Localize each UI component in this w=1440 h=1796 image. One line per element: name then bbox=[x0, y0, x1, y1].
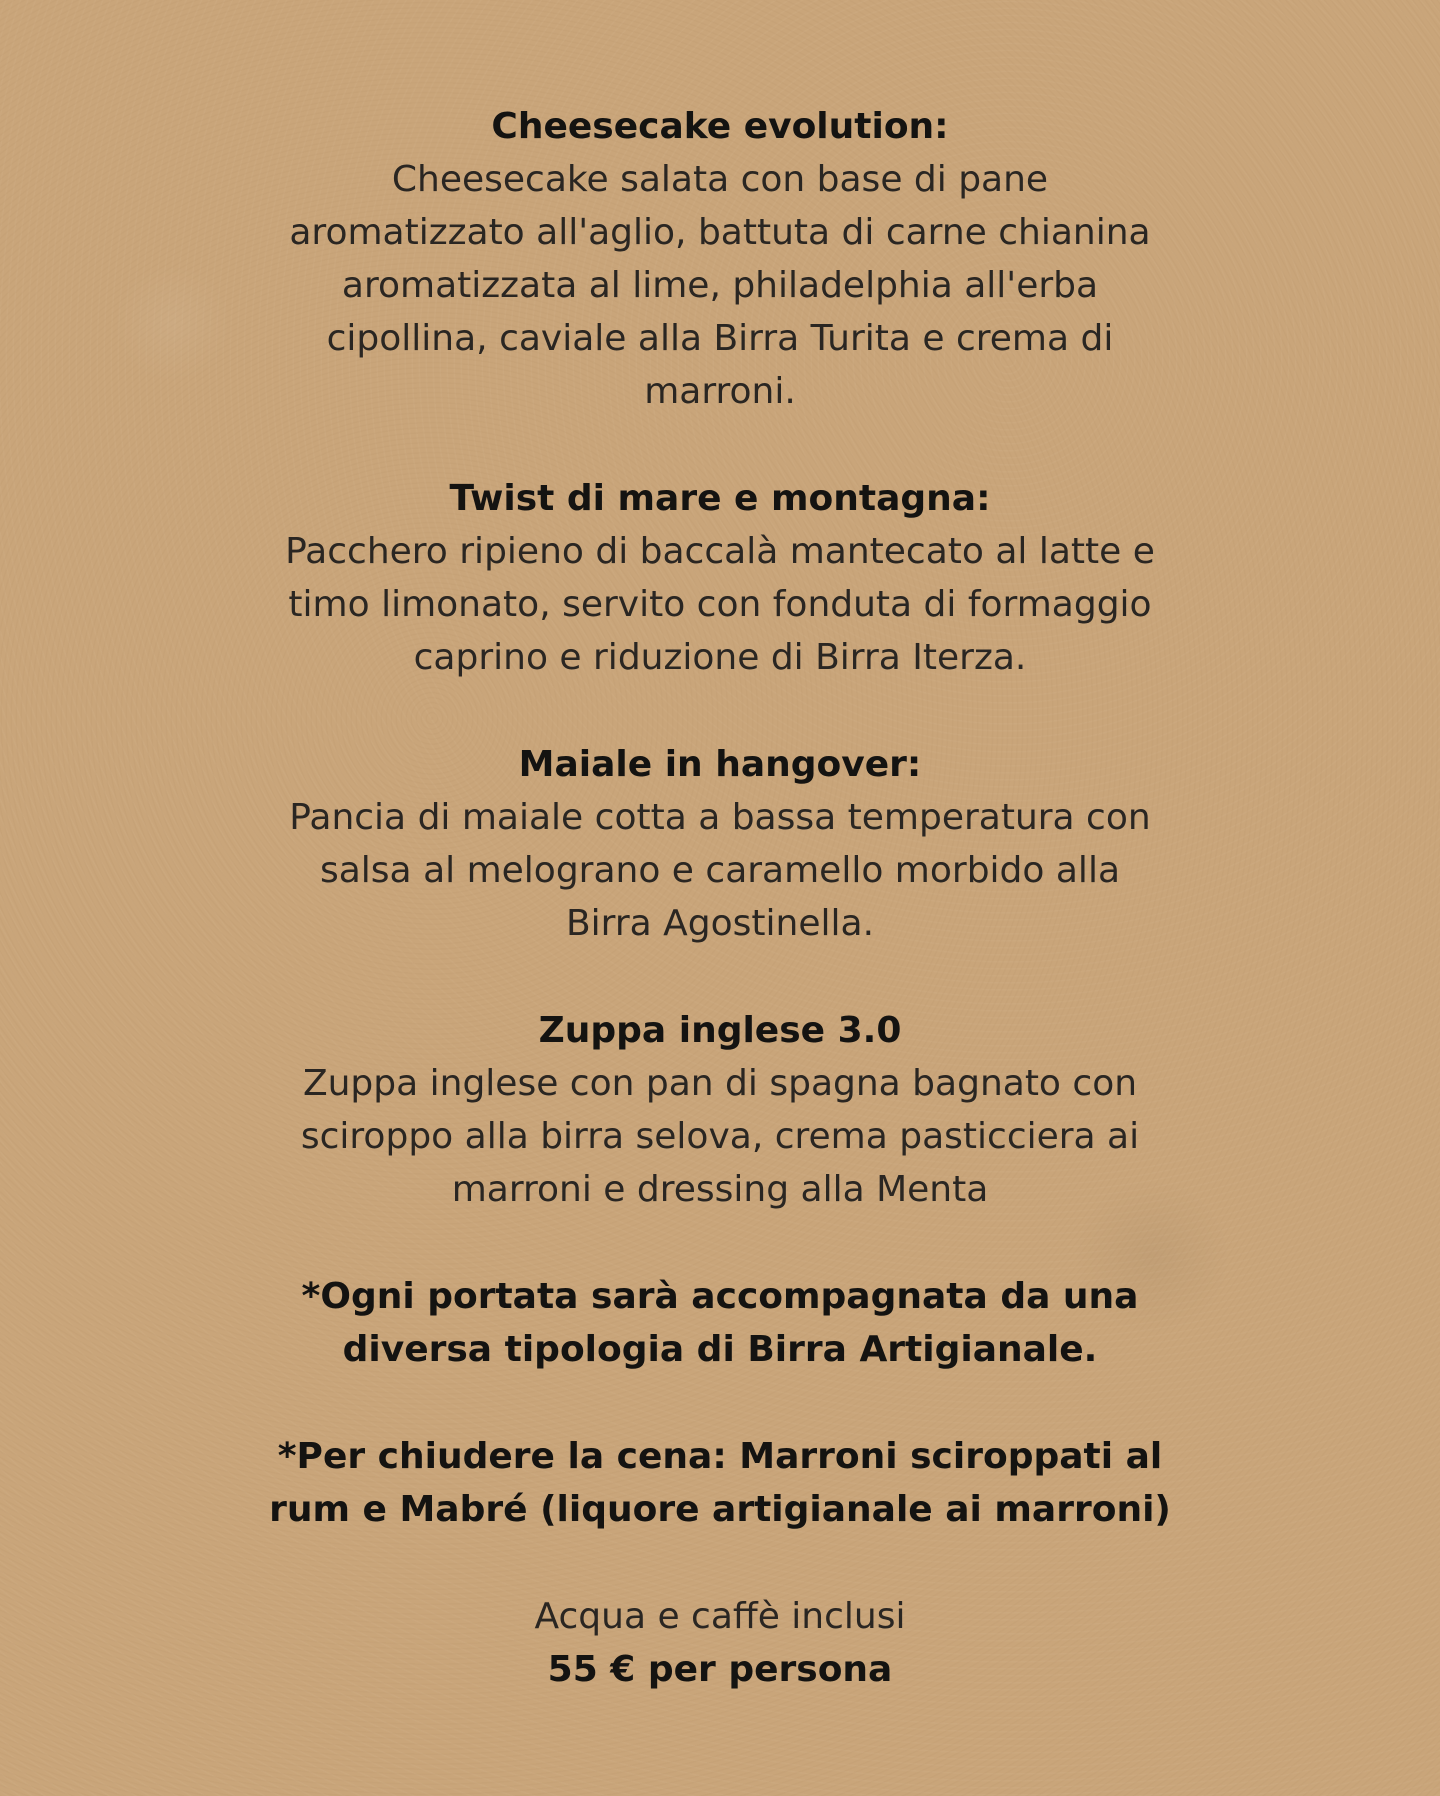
included-text: Acqua e caffè inclusi bbox=[534, 1596, 906, 1637]
course-title: Twist di mare e montagna: bbox=[449, 478, 991, 519]
course-maiale-in-hangover bbox=[0, 738, 1440, 950]
course-twist-di-mare-e-montagna bbox=[0, 472, 1440, 684]
price-per-person: 55 € per persona bbox=[547, 1649, 893, 1690]
course-description: Zuppa inglese con pan di spagna bagnato con sciroppo alla birra selova, crema pasticciera ai marroni e dressing alla Menta bbox=[300, 1063, 1140, 1210]
menu-content bbox=[0, 100, 1440, 1696]
menu-footer bbox=[0, 1590, 1440, 1696]
course-title: Cheesecake evolution: bbox=[491, 106, 949, 147]
course-description: Pacchero ripieno di baccalà mantecato al latte e timo limonato, servito con fonduta di formaggio caprino e riduzione di Birra Iterza. bbox=[285, 531, 1155, 678]
beer-pairing-note: *Ogni portata sarà accompagnata da una diversa tipologia di Birra Artigianale. bbox=[301, 1276, 1139, 1370]
course-title: Maiale in hangover: bbox=[518, 744, 922, 785]
course-cheesecake-evolution bbox=[0, 100, 1440, 418]
closing-note: *Per chiudere la cena: Marroni sciroppati al rum e Mabré (liquore artigianale ai marroni) bbox=[269, 1436, 1171, 1530]
course-title: Zuppa inglese 3.0 bbox=[538, 1010, 902, 1051]
course-description: Pancia di maiale cotta a bassa temperatura con salsa al melograno e caramello morbido alla Birra Agostinella. bbox=[289, 797, 1151, 944]
course-zuppa-inglese bbox=[0, 1004, 1440, 1216]
course-description: Cheesecake salata con base di pane aromatizzato all'aglio, battuta di carne chianina aromatizzata al lime, philadelphia all'erba cipollina, caviale alla Birra Turita e crema di marroni. bbox=[289, 159, 1151, 412]
